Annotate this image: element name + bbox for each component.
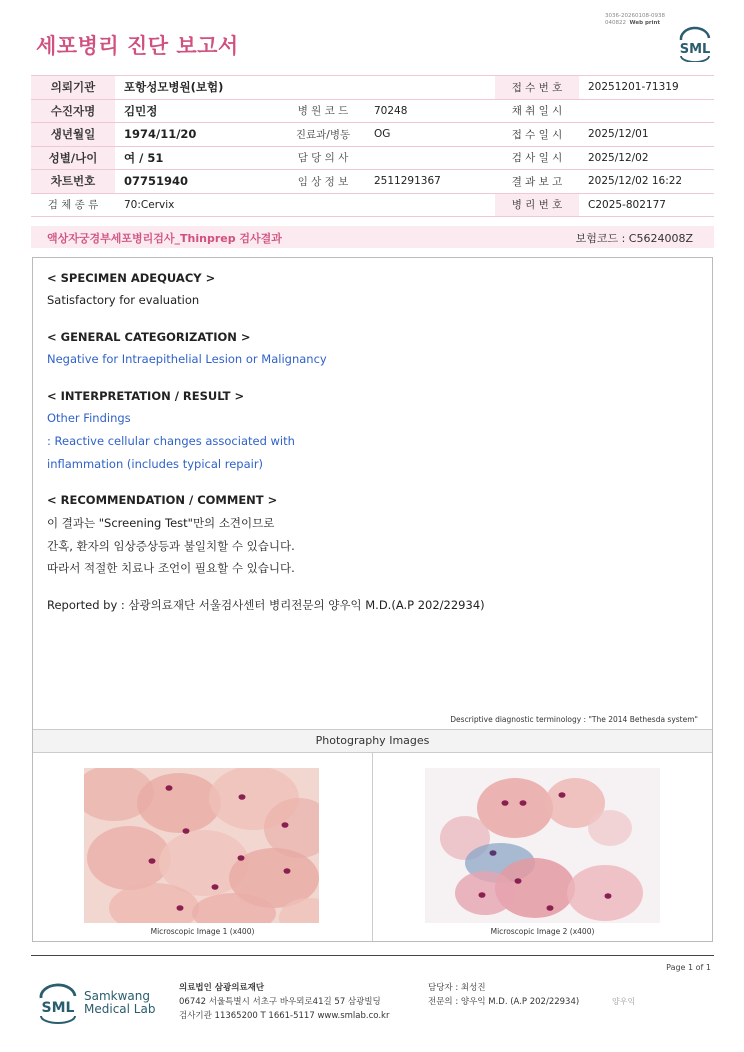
sex-age-value: 여 / 51 — [115, 146, 281, 170]
physician-value — [365, 146, 495, 170]
requesting-org-value: 포항성모병원(보험) — [115, 76, 495, 100]
photography-images-heading: Photography Images — [33, 729, 712, 753]
interpretation-line-2: : Reactive cellular changes associated with — [47, 434, 295, 448]
interpretation-line-3: inflammation (includes typical repair) — [47, 457, 264, 471]
info-row — [31, 76, 714, 100]
institution-name: 의료법인 삼광의료재단 — [179, 983, 265, 993]
sex-age-label: 성별/나이 — [31, 146, 115, 170]
footer-divider — [31, 955, 714, 956]
report-title: 세포병리 진단 보고서 — [36, 34, 239, 58]
accession-number-value: 20251201-71319 — [579, 76, 714, 100]
patient-name-value: 김민정 — [115, 99, 281, 123]
recommendation-line-1: 이 결과는 "Screening Test"만의 소견이므로 — [47, 516, 275, 530]
footer-staff — [428, 981, 579, 1009]
microscopic-image-1 — [84, 768, 319, 923]
bethesda-note: Descriptive diagnostic terminology : "The 2014 Bethesda system" — [450, 715, 698, 724]
footer-brand — [84, 990, 155, 1016]
recommendation-heading: < RECOMMENDATION / COMMENT > — [47, 493, 278, 507]
info-row — [31, 123, 714, 147]
print-code-line1: 3036-20260108-0938 — [605, 13, 665, 19]
interpretation-heading: < INTERPRETATION / RESULT > — [47, 389, 245, 403]
test-date-label: 검 사 일 시 — [495, 146, 579, 170]
result-box — [32, 257, 713, 942]
institution-contact: 검사기관 11365200 T 1661-5117 www.smlab.co.kr — [179, 1011, 390, 1021]
footer-brand-line1: Samkwang — [84, 989, 150, 1003]
specimen-adequacy-text: Satisfactory for evaluation — [47, 293, 200, 307]
insurance-code: 보험코드 : C5624008Z — [575, 232, 693, 245]
chart-number-value: 07751940 — [115, 170, 281, 194]
microscopic-image-1-caption: Microscopic Image 1 (x400) — [150, 927, 255, 936]
department-value: OG — [365, 123, 495, 147]
patient-info-table — [31, 75, 714, 217]
microscopic-image-2 — [425, 768, 660, 923]
collection-date-label: 채 취 일 시 — [495, 99, 579, 123]
print-code — [605, 13, 665, 27]
physician-label: 담 당 의 사 — [281, 146, 365, 170]
sml-logo — [675, 26, 715, 62]
staff-in-charge: 담당자 : 최성진 — [428, 983, 486, 993]
requesting-org-label: 의뢰기관 — [31, 76, 115, 100]
chart-number-label: 차트번호 — [31, 170, 115, 194]
test-date-value: 2025/12/02 — [579, 146, 714, 170]
reported-by: Reported by : 삼광의료재단 서울검사센터 병리전문의 양우익 M.D.(A.P 202/22934) — [47, 598, 485, 612]
test-name: 액상자궁경부세포병리검사_Thinprep 검사결과 — [47, 232, 282, 245]
info-row — [31, 170, 714, 194]
institution-address: 06742 서울특별시 서초구 바우뫼로41길 57 삼광빌딩 — [179, 997, 381, 1007]
sml-footer-logo-text: SML — [41, 1000, 75, 1016]
specimen-adequacy-heading: < SPECIMEN ADEQUACY > — [47, 271, 216, 285]
sml-footer-logo — [36, 982, 80, 1024]
info-row — [31, 193, 714, 217]
info-row — [31, 99, 714, 123]
received-date-value: 2025/12/01 — [579, 123, 714, 147]
pathologist-signature: 양우익 — [612, 997, 636, 1006]
received-date-label: 접 수 일 시 — [495, 123, 579, 147]
pathology-number-label: 병 리 번 호 — [495, 193, 579, 217]
clinical-info-value: 2511291367 — [365, 170, 495, 194]
staff-pathologist: 전문의 : 양우익 M.D. (A.P 202/22934) — [428, 997, 580, 1007]
report-date-value: 2025/12/02 16:22 — [579, 170, 714, 194]
specimen-type-value: 70:Cervix — [115, 193, 495, 217]
accession-number-label: 접 수 번 호 — [495, 76, 579, 100]
clinical-info-label: 임 상 정 보 — [281, 170, 365, 194]
report-date-label: 결 과 보 고 — [495, 170, 579, 194]
pathology-number-value: C2025-802177 — [579, 193, 714, 217]
microscopic-image-2-caption: Microscopic Image 2 (x400) — [490, 927, 595, 936]
collection-date-value — [579, 99, 714, 123]
test-name-bar — [31, 226, 714, 248]
print-code-line2: 040822 Web print — [605, 20, 661, 26]
hospital-code-label: 병 원 코 드 — [281, 99, 365, 123]
hospital-code-value: 70248 — [365, 99, 495, 123]
patient-name-label: 수진자명 — [31, 99, 115, 123]
recommendation-line-3: 따라서 적절한 치료나 조언이 필요할 수 있습니다. — [47, 561, 295, 575]
general-categorization-text: Negative for Intraepithelial Lesion or Malignancy — [47, 352, 327, 366]
page-number: Page 1 of 1 — [666, 963, 711, 972]
specimen-type-label: 검 체 종 류 — [31, 193, 115, 217]
photo-divider — [372, 753, 373, 941]
birth-date-value: 1974/11/20 — [115, 123, 281, 147]
department-label: 진료과/병동 — [281, 123, 365, 147]
footer-institution — [179, 981, 389, 1023]
sml-logo-text: SML — [679, 42, 711, 57]
general-categorization-heading: < GENERAL CATEGORIZATION > — [47, 330, 251, 344]
recommendation-line-2: 간혹, 환자의 임상증상등과 불일치할 수 있습니다. — [47, 539, 295, 553]
footer-brand-line2: Medical Lab — [84, 1002, 156, 1016]
interpretation-line-1: Other Findings — [47, 411, 131, 425]
info-row — [31, 146, 714, 170]
birth-date-label: 생년월일 — [31, 123, 115, 147]
